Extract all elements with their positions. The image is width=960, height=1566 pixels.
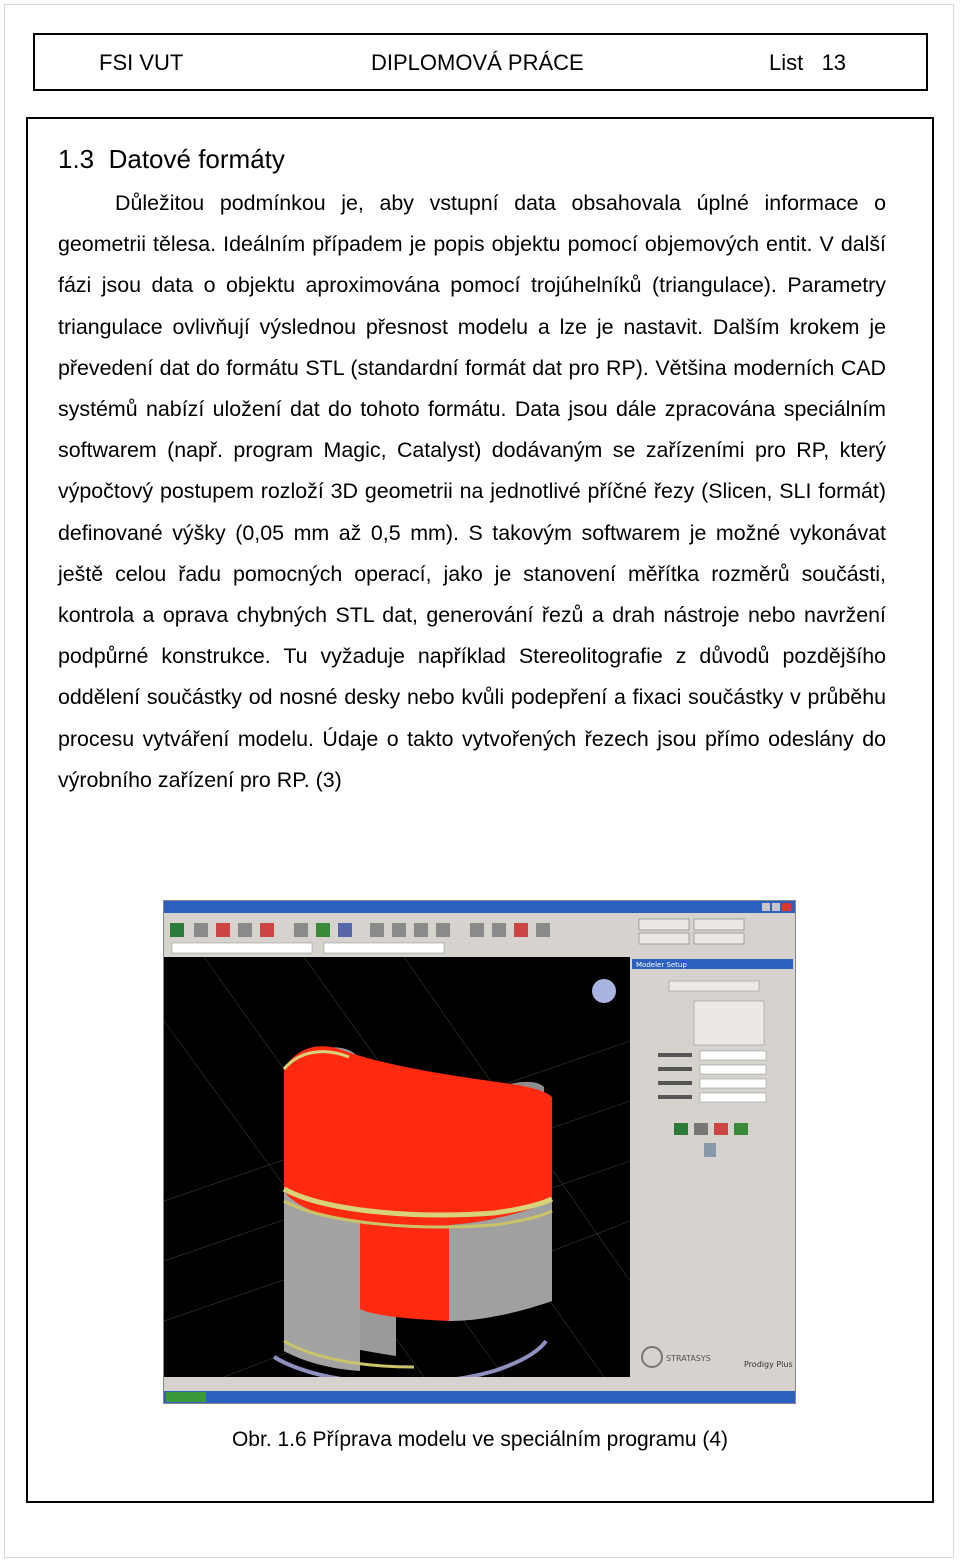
brand-logo-text: STRATASYS xyxy=(666,1354,711,1363)
page-header xyxy=(33,33,928,91)
panel-title: Modeler Setup xyxy=(636,961,687,969)
product-name: Prodigy Plus xyxy=(744,1360,793,1369)
body-text xyxy=(58,183,886,801)
header-document-type: DIPLOMOVÁ PRÁCE xyxy=(371,50,584,75)
header-institution: FSI VUT xyxy=(99,50,184,75)
paragraph: Důležitou podmínkou je, aby vstupní data obsahovala úplné informace o geometrii tělesa. Ideálním případem je popis objektu pomocí objemových entit. V další fázi jsou data o objektu aproximována pomocí trojúhelníků (triangulace). Parametry triangulace ovlivňují výslednou přesnost modelu a lze je nastavit. Dalším krokem je převedení dat do formátu STL (standardní formát dat pro RP). Většina moderních CAD systémů nabízí uložení dat do tohoto formátu. Data jsou dále zpracována speciálním softwarem (např. program Magic, Catalyst) dodávaným se zařízeními pro RP, který výpočtový postupem rozloží 3D geometrii na jednotlivé příčné řezy (Slicen, SLI formát) definované výšky (0,05 mm až 0,5 mm). S takovým softwarem je možné vykonávat ještě celou řadu pomocných operací, jako je stanovení měřítka rozměrů součásti, kontrola a oprava chybných STL dat, generování řezů a drah nástroje nebo navržení podpůrné konstrukce. Tu vyžaduje například Stereolitografie z důvodů pozdějšího oddělení součástky od nosné desky nebo kvůli podepření a fixaci součástky v průběhu procesu vytváření modelu. Údaje o takto vytvořených řezech jsou přímo odeslány do výrobního zařízení pro RP. (3) xyxy=(58,191,886,792)
section-heading: 1.3 Datové formáty xyxy=(58,144,285,174)
screenshot-drawing xyxy=(164,901,795,1403)
header-page-number: List 13 xyxy=(769,50,847,75)
figure-caption: Obr. 1.6 Příprava modelu ve speciálním programu (4) xyxy=(231,1428,729,1451)
software-screenshot xyxy=(163,900,796,1404)
